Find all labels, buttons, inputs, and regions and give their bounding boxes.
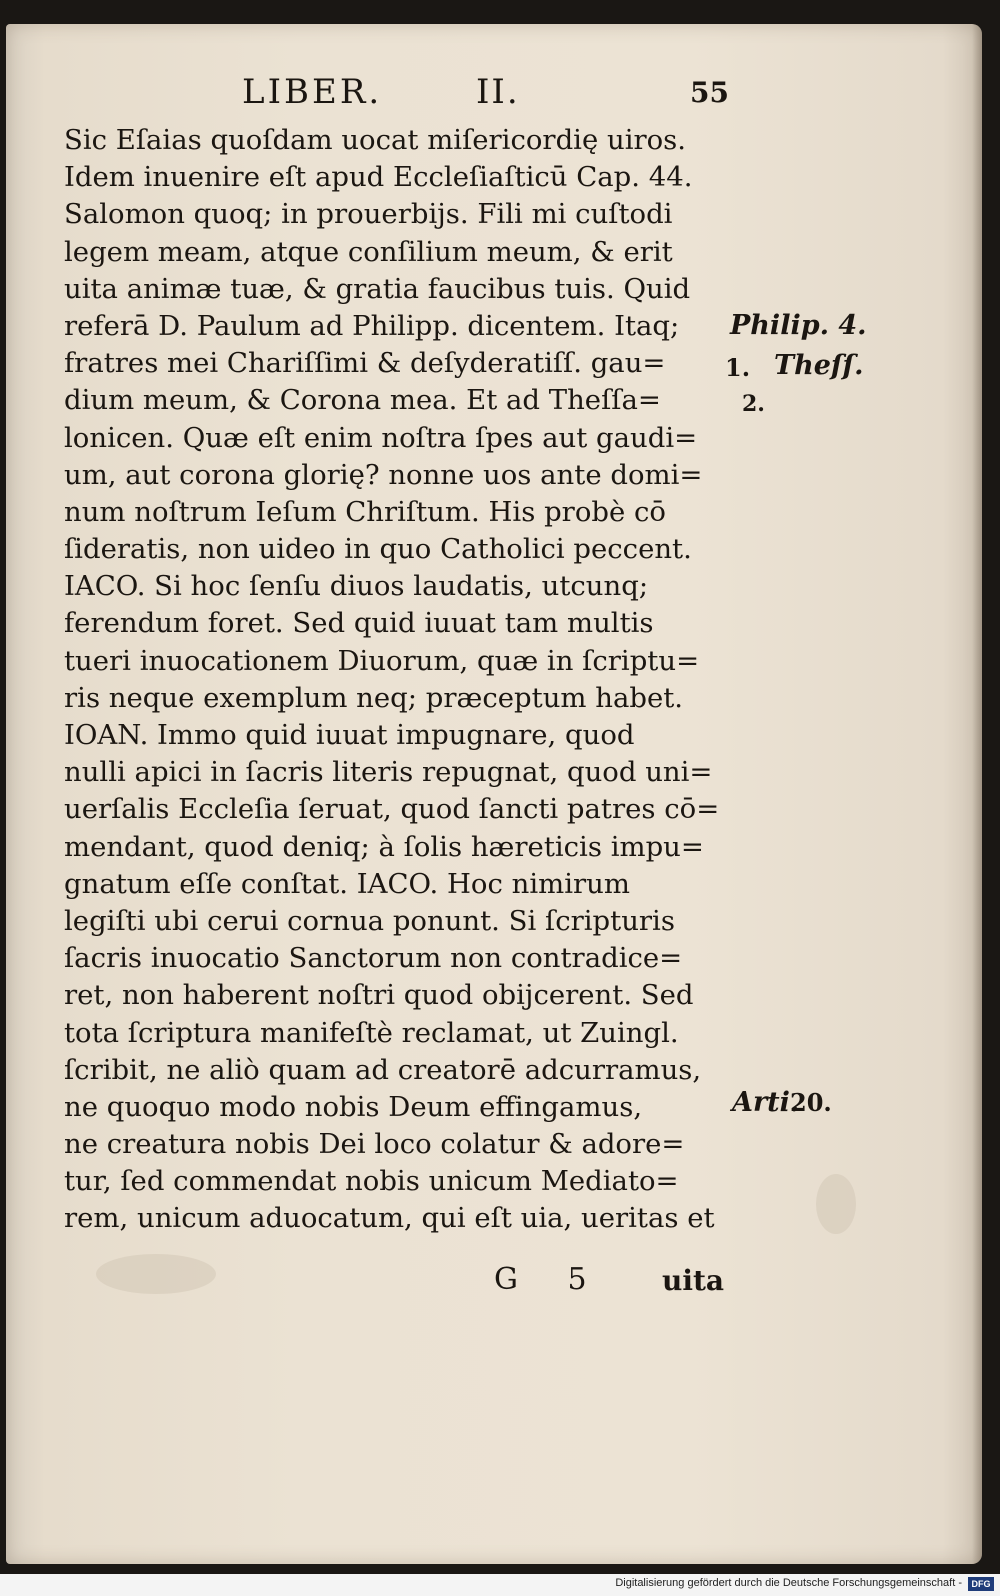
text-line: ferendum foret. Sed quid iuuat tam multis [64,607,654,640]
page-edge-shadow [972,24,982,1564]
marginal-note-thess: Theſſ. [774,350,864,381]
text-line: ne creatura nobis Dei loco colatur & adore= [64,1128,685,1161]
text-line: IACO. Si hoc ſenſu diuos laudatis, utcunq; [64,570,649,603]
paper-stain [816,1174,856,1234]
text-line: tur, ſed commendat nobis unicum Mediato= [64,1165,679,1198]
dfg-logo-icon: DFG [968,1577,994,1591]
text-line: lonicen. Quæ eſt enim noſtra ſpes aut gaudi= [64,421,698,454]
folio-number: 55 [690,76,729,109]
text-line: Idem inuenire eſt apud Eccleſiaſticū Cap. 44. [64,161,693,194]
text-line: ne quoquo modo nobis Deum effingamus, [64,1090,643,1123]
text-line: referā D. Paulum ad Philipp. dicentem. Itaq; [64,309,680,342]
marginal-note-thess-num2: 2. [742,391,765,417]
marginal-note-philip: Philip. 4. [730,310,867,341]
text-line: mendant, quod deniq; à ſolis hæreticis impu= [64,830,704,863]
body-text [64,122,744,1238]
page-header [0,72,1000,120]
text-line: nulli apici in ſacris literis repugnat, quod uni= [64,756,713,789]
text-line: um, aut corona glorię? nonne uos ante domi= [64,458,703,491]
text-line: IOAN. Immo quid iuuat impugnare, quod [64,719,635,751]
text-line: Salomon quoq; in prouerbijs. Fili mi cuſtodi [64,198,673,231]
signature-mark: G 5 [494,1262,607,1297]
text-line: fratres mei Chariſſimi & deſyderatiſſ. gau= [64,347,666,380]
marginal-note-thess-num1: 1. [725,353,751,382]
text-line: dium meum, & Corona mea. Et ad Theſſa= [64,384,661,417]
text-line: uerſalis Eccleſia ſeruat, quod ſancti patres cō= [64,793,720,826]
text-line: ſacris inuocatio Sanctorum non contradice= [64,942,683,975]
text-line: uita animæ tuæ, & gratia faucibus tuis. Quid [64,272,691,305]
running-title: LIBER. [242,72,383,112]
text-line: ſcribit, ne aliò quam ad creatorē adcurramus, [64,1053,702,1086]
book-number: II. [476,72,520,112]
text-line: gnatum eſſe conſtat. IACO. Hoc nimirum [64,867,630,900]
digitization-credit: Digitalisierung gefördert durch die Deutsche Forschungsgemeinschaft - [615,1577,962,1589]
text-line: tota ſcriptura manifeſtè reclamat, ut Zuingl. [64,1016,679,1049]
text-line: tueri inuocationem Diuorum, quæ in ſcriptu= [64,644,700,677]
text-line: Sic Eſaias quoſdam uocat miſericordię uiros. [64,124,687,156]
marginal-note-arti: Arti. [732,1087,800,1118]
text-line: legem meam, atque conſilium meum, & erit [64,235,673,268]
page-footer-line [0,1262,1000,1302]
text-line: ſideratis, non uideo in quo Catholici peccent. [64,533,692,566]
text-line: ret, non haberent noſtri quod obijcerent. Sed [64,979,694,1012]
marginal-note-arti-num: 20. [790,1088,832,1117]
text-line: ris neque exemplum neq; præceptum habet. [64,681,684,714]
text-line: legiſti ubi cerui cornua ponunt. Si ſcripturis [64,904,675,937]
catchword: uita [662,1264,725,1297]
digitization-credit-bar [0,1574,1000,1596]
text-line: num noſtrum Ieſum Chriſtum. His probè cō [64,495,666,528]
text-line: rem, unicum aduocatum, qui eſt uia, ueritas et [64,1202,715,1235]
